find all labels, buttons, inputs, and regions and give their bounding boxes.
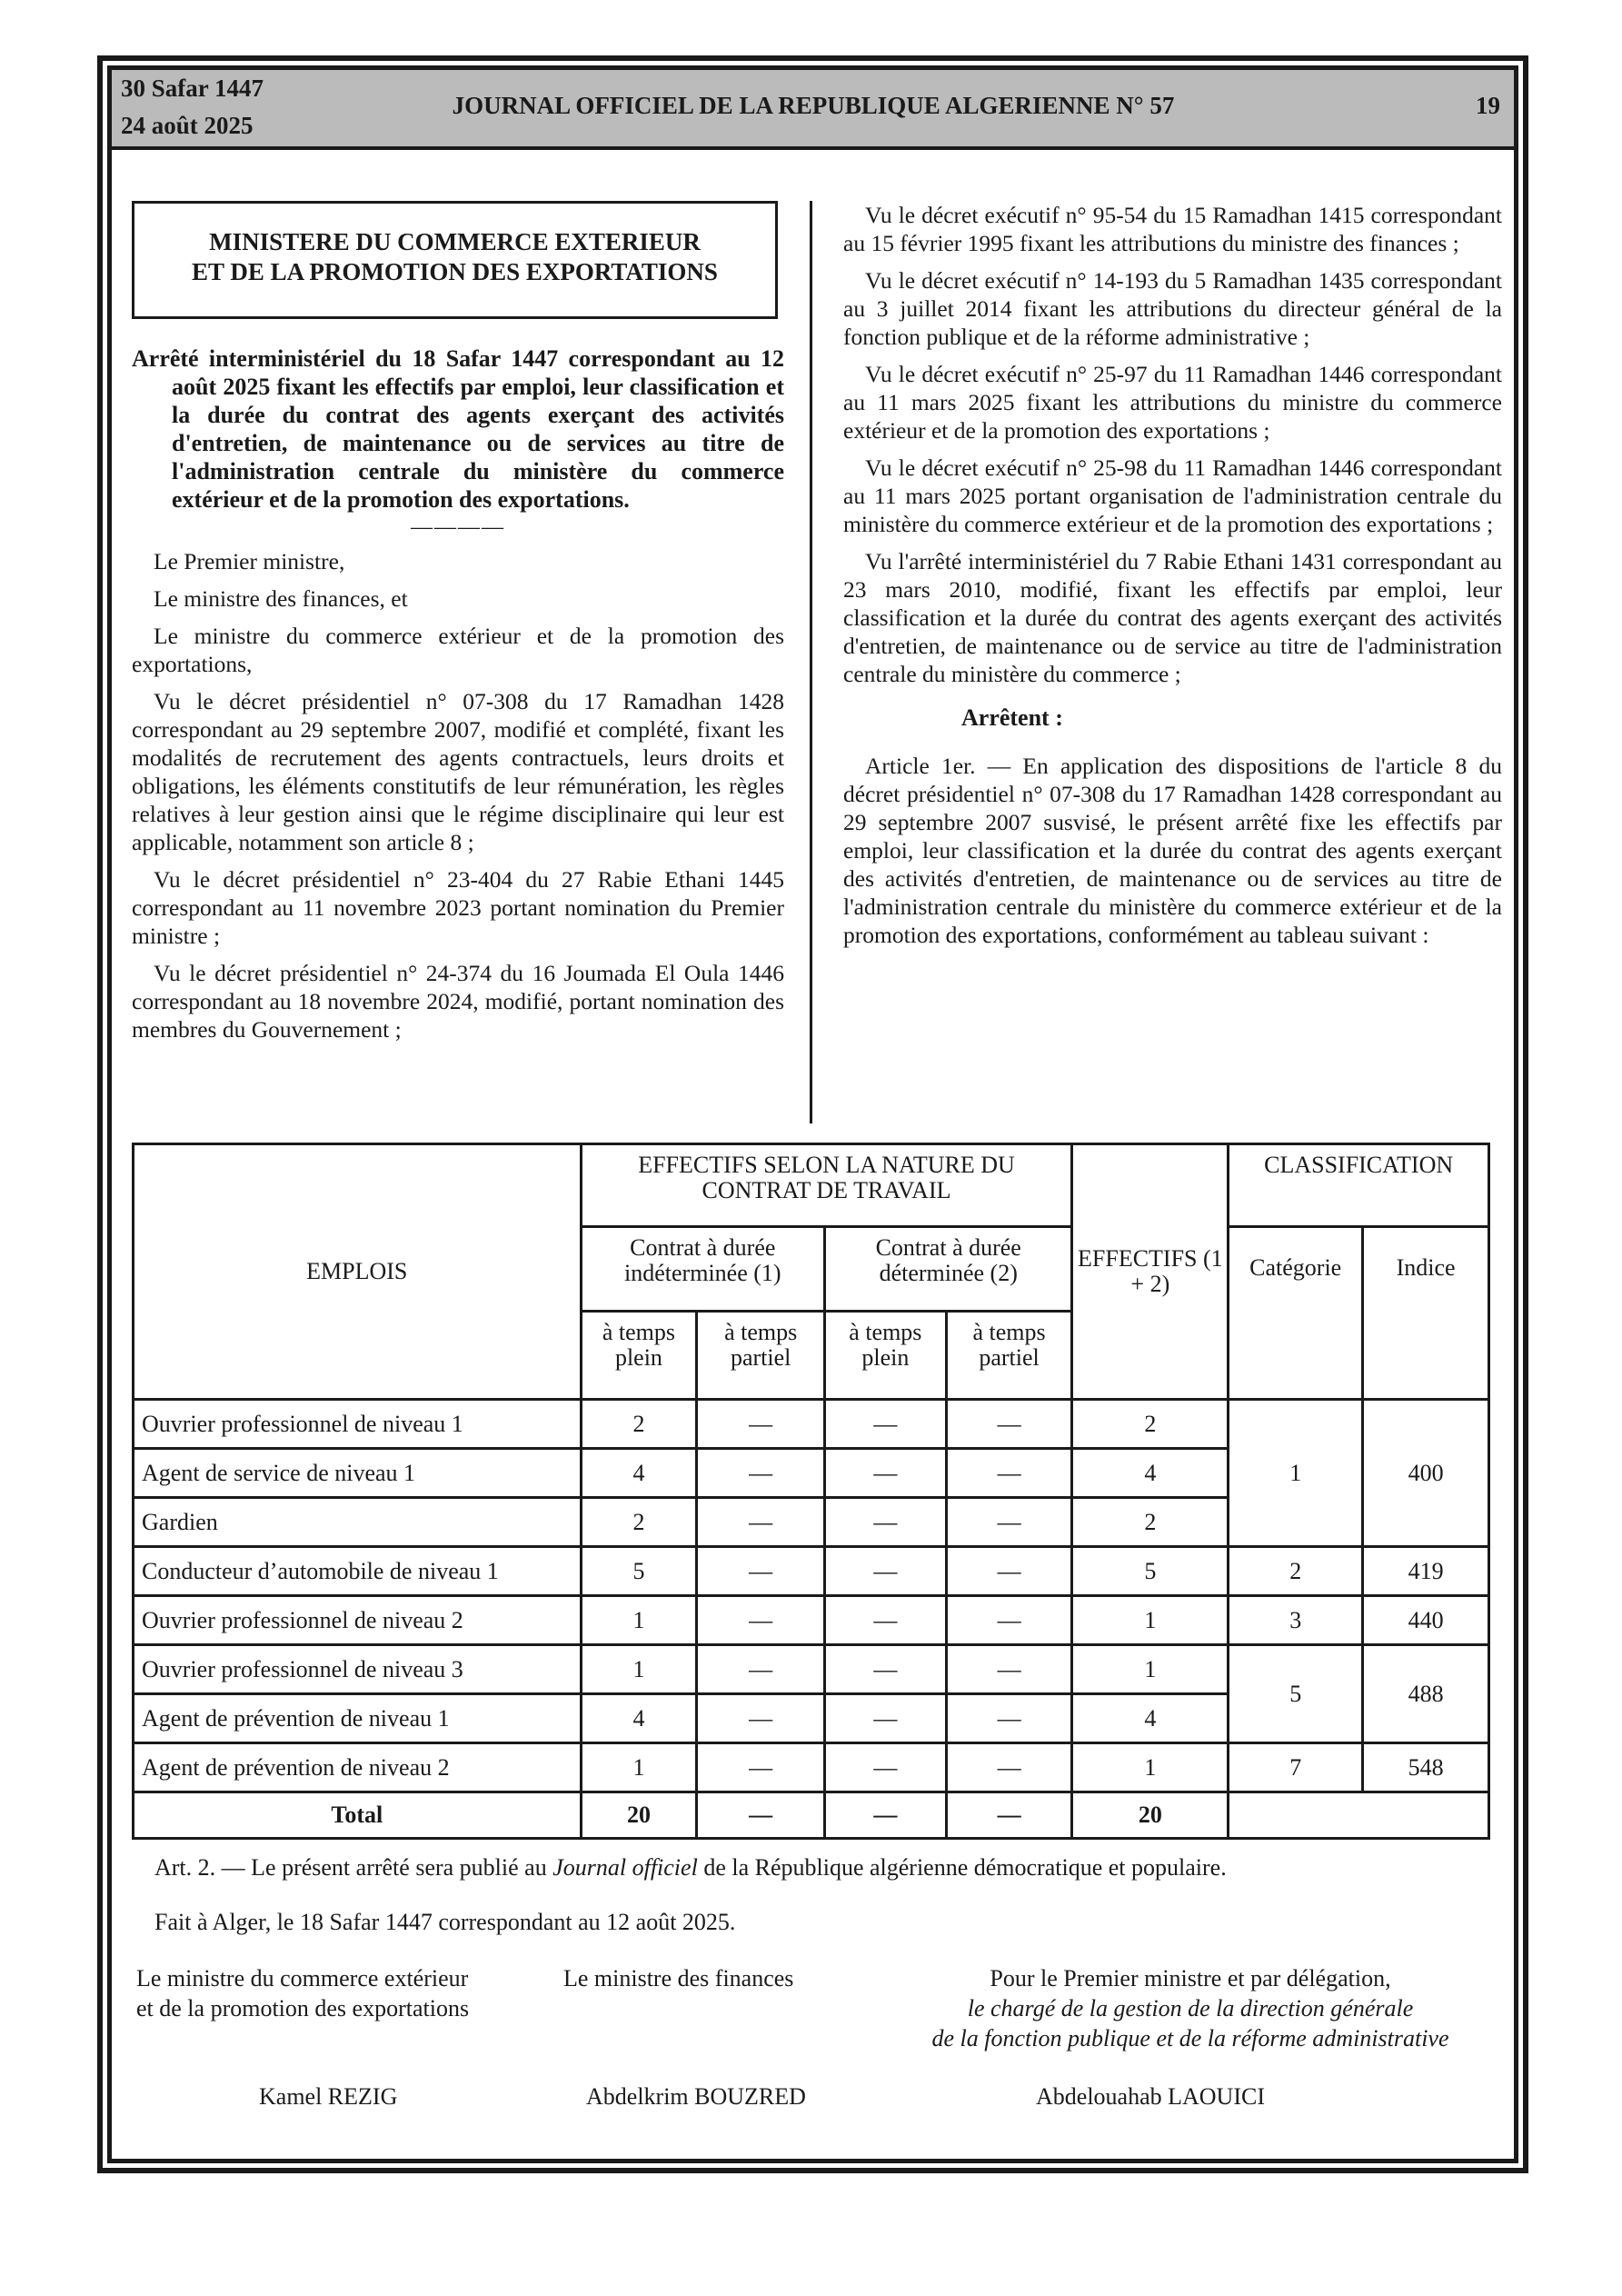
cell-cdd-partiel: — <box>946 1645 1072 1694</box>
cell-indice: 440 <box>1363 1596 1489 1645</box>
header-gregorian-date: 24 août 2025 <box>121 112 254 139</box>
table-row <box>134 1547 1489 1596</box>
cell-categorie: 1 <box>1229 1400 1363 1547</box>
table-row <box>134 1400 1489 1449</box>
cell-cdi-partiel: — <box>697 1400 825 1449</box>
visa-paragraph: Vu le décret exécutif n° 25-98 du 11 Ramadhan 1446 correspondant au 11 mars 2025 portant organisation de l'administration centrale du ministère du commerce extérieur et de la promotion des exportations ; <box>843 454 1502 537</box>
signatory-name: Kamel REZIG <box>259 2083 398 2110</box>
signatory-title: Le ministre du commerce extérieur <box>136 1965 469 1992</box>
cell-emploi: Agent de service de niveau 1 <box>134 1449 582 1498</box>
cell-effectifs: 1 <box>1072 1743 1229 1792</box>
header-effectifs-total: EFFECTIFS (1 + 2) <box>1072 1144 1229 1400</box>
right-column <box>843 201 1502 958</box>
visa-paragraph: Vu le décret exécutif n° 25-97 du 11 Ramadhan 1446 correspondant au 11 mars 2025 fixant les attributions du ministre du commerce extérieur et de la promotion des exportations ; <box>843 361 1502 444</box>
visa-paragraph: Vu le décret exécutif n° 95-54 du 15 Ramadhan 1415 correspondant au 15 février 1995 fixant les attributions du ministre des finances ; <box>843 202 1502 256</box>
visa-paragraph: Vu l'arrêté interministériel du 7 Rabie Ethani 1431 correspondant au 23 mars 2010, modifié, fixant les effectifs par emploi, leur classification et la durée du contrat des agents exerçant des activités d'entretien, de maintenance ou de service au titre de l'administration centrale du ministère du commerce ; <box>843 548 1502 687</box>
article-2 <box>154 1854 1227 1882</box>
table-total-row <box>134 1792 1489 1839</box>
column-divider <box>810 201 812 1123</box>
total-label: Total <box>134 1792 582 1839</box>
cell-emploi: Agent de prévention de niveau 1 <box>134 1694 582 1743</box>
cell-cdi-plein: 4 <box>581 1449 697 1498</box>
cell-effectifs: 2 <box>1072 1498 1229 1547</box>
cell-cdd-partiel: — <box>946 1449 1072 1498</box>
cell-cdd-partiel: — <box>946 1596 1072 1645</box>
header-cdi-temps-plein: à temps plein <box>581 1312 697 1400</box>
separator: ———— <box>411 515 505 539</box>
ministry-heading-line1: MINISTERE DU COMMERCE EXTERIEUR <box>209 228 701 255</box>
header-effectifs-nature: EFFECTIFS SELON LA NATURE DU CONTRAT DE TRAVAIL <box>581 1144 1072 1227</box>
cell-categorie: 5 <box>1229 1645 1363 1743</box>
cell-categorie: 7 <box>1229 1743 1363 1792</box>
fait-a-alger: Fait à Alger, le 18 Safar 1447 correspondant au 12 août 2025. <box>154 1909 736 1935</box>
cell-cdi-plein: 5 <box>581 1547 697 1596</box>
article-2-prefix: Art. 2. — Le présent arrêté sera publié au <box>154 1854 553 1881</box>
cell-effectifs: 2 <box>1072 1400 1229 1449</box>
cell-cdd-plein: — <box>825 1400 947 1449</box>
cell-cdd-plein: — <box>825 1645 947 1694</box>
arretent-heading: Arrêtent : <box>961 704 1063 731</box>
article-1: Article 1er. — En application des dispositions de l'article 8 du décret présidentiel n° 07-308 du 17 Ramadhan 1428 correspondant au 29 septembre 2007 susvisé, le présent arrêté fixe les effectifs par emploi, leur classification et la durée du contrat des agents exerçant des activités d'entretien, de maintenance ou de services au titre de l'administration centrale du ministère du commerce extérieur et de la promotion des exportations, conformément au tableau suivant : <box>843 753 1502 948</box>
signatory-title: Pour le Premier ministre et par délégation, <box>990 1965 1391 1992</box>
cell-effectifs: 4 <box>1072 1694 1229 1743</box>
cell-indice: 548 <box>1363 1743 1489 1792</box>
cell-categorie: 2 <box>1229 1547 1363 1596</box>
header-cdd-temps-partiel: à temps partiel <box>946 1312 1072 1400</box>
cell-cdi-partiel: — <box>697 1498 825 1547</box>
page-number: 19 <box>1476 92 1500 119</box>
cell-categorie: 3 <box>1229 1596 1363 1645</box>
cell-emploi: Gardien <box>134 1498 582 1547</box>
header-hijri-date: 30 Safar 1447 <box>121 75 264 102</box>
cell-cdd-plein: — <box>825 1743 947 1792</box>
cell-effectifs: 1 <box>1072 1645 1229 1694</box>
table-row <box>134 1645 1489 1694</box>
ministry-heading-box <box>132 201 778 319</box>
article-2-journal: Journal officiel <box>552 1854 698 1881</box>
cell-cdi-plein: 2 <box>581 1400 697 1449</box>
cell-cdi-partiel: — <box>697 1449 825 1498</box>
total-cdd-plein: — <box>825 1792 947 1839</box>
signatory-subtitle: de la fonction publique et de la réforme administrative <box>931 2025 1449 2051</box>
journal-title: JOURNAL OFFICIEL DE LA REPUBLIQUE ALGERIENNE N° 57 <box>452 92 1175 119</box>
header-cdi-temps-partiel: à temps partiel <box>697 1312 825 1400</box>
ministry-heading-line2: ET DE LA PROMOTION DES EXPORTATIONS <box>192 258 718 285</box>
cell-cdd-plein: — <box>825 1449 947 1498</box>
cell-effectifs: 4 <box>1072 1449 1229 1498</box>
signatory-commerce <box>136 1963 536 2023</box>
visa-paragraph: Vu le décret présidentiel n° 07-308 du 17 Ramadhan 1428 correspondant au 29 septembre 2007, modifié et complété, fixant les modalités de recrutement des agents contractuels, leurs droits et obligations, les éléments constitutifs de leur rémunération, les règles relatives à leur gestion ainsi que le régime disciplinaire qui leur est applicable, notamment son article 8 ; <box>132 688 784 855</box>
cell-cdd-partiel: — <box>946 1400 1072 1449</box>
visa-paragraph: Le ministre des finances, et <box>154 585 408 612</box>
cell-cdi-plein: 1 <box>581 1743 697 1792</box>
cell-cdd-partiel: — <box>946 1743 1072 1792</box>
cell-cdd-plein: — <box>825 1694 947 1743</box>
cell-effectifs: 5 <box>1072 1547 1229 1596</box>
signatory-subtitle: le chargé de la gestion de la direction générale <box>967 1995 1414 2021</box>
cell-cdi-plein: 4 <box>581 1694 697 1743</box>
cell-cdd-partiel: — <box>946 1498 1072 1547</box>
header-cdi: Contrat à durée indéterminée (1) <box>581 1227 824 1312</box>
cell-effectifs: 1 <box>1072 1596 1229 1645</box>
decree-title: Arrêté interministériel du 18 Safar 1447 correspondant au 12 août 2025 fixant les effectifs par emploi, leur classification et la durée du contrat des agents exerçant des activités d'entretien, de maintenance ou de services au titre de l'administration centrale du ministère du commerce extérieur et de la promotion des exportations. <box>132 345 784 513</box>
signatory-title: et de la promotion des exportations <box>136 1995 470 2021</box>
cell-indice: 488 <box>1363 1645 1489 1743</box>
cell-emploi: Agent de prévention de niveau 2 <box>134 1743 582 1792</box>
cell-cdi-plein: 1 <box>581 1596 697 1645</box>
total-effectifs: 20 <box>1072 1792 1229 1839</box>
visa-paragraph: Vu le décret exécutif n° 14-193 du 5 Ramadhan 1435 correspondant au 3 juillet 2014 fixant les attributions du directeur général de la fonction publique et de la réforme administrative ; <box>843 267 1502 350</box>
cell-cdi-partiel: — <box>697 1596 825 1645</box>
cell-cdi-partiel: — <box>697 1694 825 1743</box>
header-cdd: Contrat à durée déterminée (2) <box>825 1227 1072 1312</box>
cell-emploi: Conducteur d’automobile de niveau 1 <box>134 1547 582 1596</box>
cell-cdd-plein: — <box>825 1596 947 1645</box>
cell-cdd-partiel: — <box>946 1547 1072 1596</box>
total-cdd-partiel: — <box>946 1792 1072 1839</box>
header-cdd-temps-plein: à temps plein <box>825 1312 947 1400</box>
cell-cdi-partiel: — <box>697 1743 825 1792</box>
left-column <box>132 201 784 1053</box>
total-classification-empty <box>1229 1792 1489 1839</box>
signatory-finances <box>563 1963 863 1993</box>
cell-cdd-partiel: — <box>946 1694 1072 1743</box>
cell-cdi-partiel: — <box>697 1547 825 1596</box>
cell-emploi: Ouvrier professionnel de niveau 1 <box>134 1400 582 1449</box>
cell-cdi-plein: 2 <box>581 1498 697 1547</box>
cell-emploi: Ouvrier professionnel de niveau 3 <box>134 1645 582 1694</box>
header-classification: CLASSIFICATION <box>1229 1144 1489 1227</box>
cell-emploi: Ouvrier professionnel de niveau 2 <box>134 1596 582 1645</box>
table-row <box>134 1596 1489 1645</box>
article-2-suffix: de la République algérienne démocratique et populaire. <box>697 1854 1227 1881</box>
visa-paragraph: Le Premier ministre, <box>154 548 345 574</box>
table-row <box>134 1743 1489 1792</box>
cell-cdi-plein: 1 <box>581 1645 697 1694</box>
visa-paragraph: Vu le décret présidentiel n° 23-404 du 27 Rabie Ethani 1445 correspondant au 11 novembre 2023 portant nomination du Premier ministre ; <box>132 866 784 949</box>
total-cdi-plein: 20 <box>581 1792 697 1839</box>
cell-cdd-plein: — <box>825 1547 947 1596</box>
signatory-name: Abdelkrim BOUZRED <box>586 2083 806 2110</box>
signatory-title: Le ministre des finances <box>563 1965 794 1992</box>
signatory-premier-ministre <box>863 1963 1518 2053</box>
header-indice: Indice <box>1363 1227 1489 1400</box>
signatory-name: Abdelouahab LAOUICI <box>1036 2083 1265 2110</box>
cell-cdi-partiel: — <box>697 1645 825 1694</box>
cell-indice: 419 <box>1363 1547 1489 1596</box>
effectifs-table <box>132 1143 1490 1840</box>
visa-paragraph: Vu le décret présidentiel n° 24-374 du 16 Joumada El Oula 1446 correspondant au 18 novembre 2024, modifié, portant nomination des membres du Gouvernement ; <box>132 960 784 1043</box>
header-categorie: Catégorie <box>1229 1227 1363 1400</box>
cell-cdd-plein: — <box>825 1498 947 1547</box>
cell-indice: 400 <box>1363 1400 1489 1547</box>
total-cdi-partiel: — <box>697 1792 825 1839</box>
header-emplois: EMPLOIS <box>134 1144 582 1400</box>
visa-paragraph: Le ministre du commerce extérieur et de la promotion des exportations, <box>132 623 784 677</box>
